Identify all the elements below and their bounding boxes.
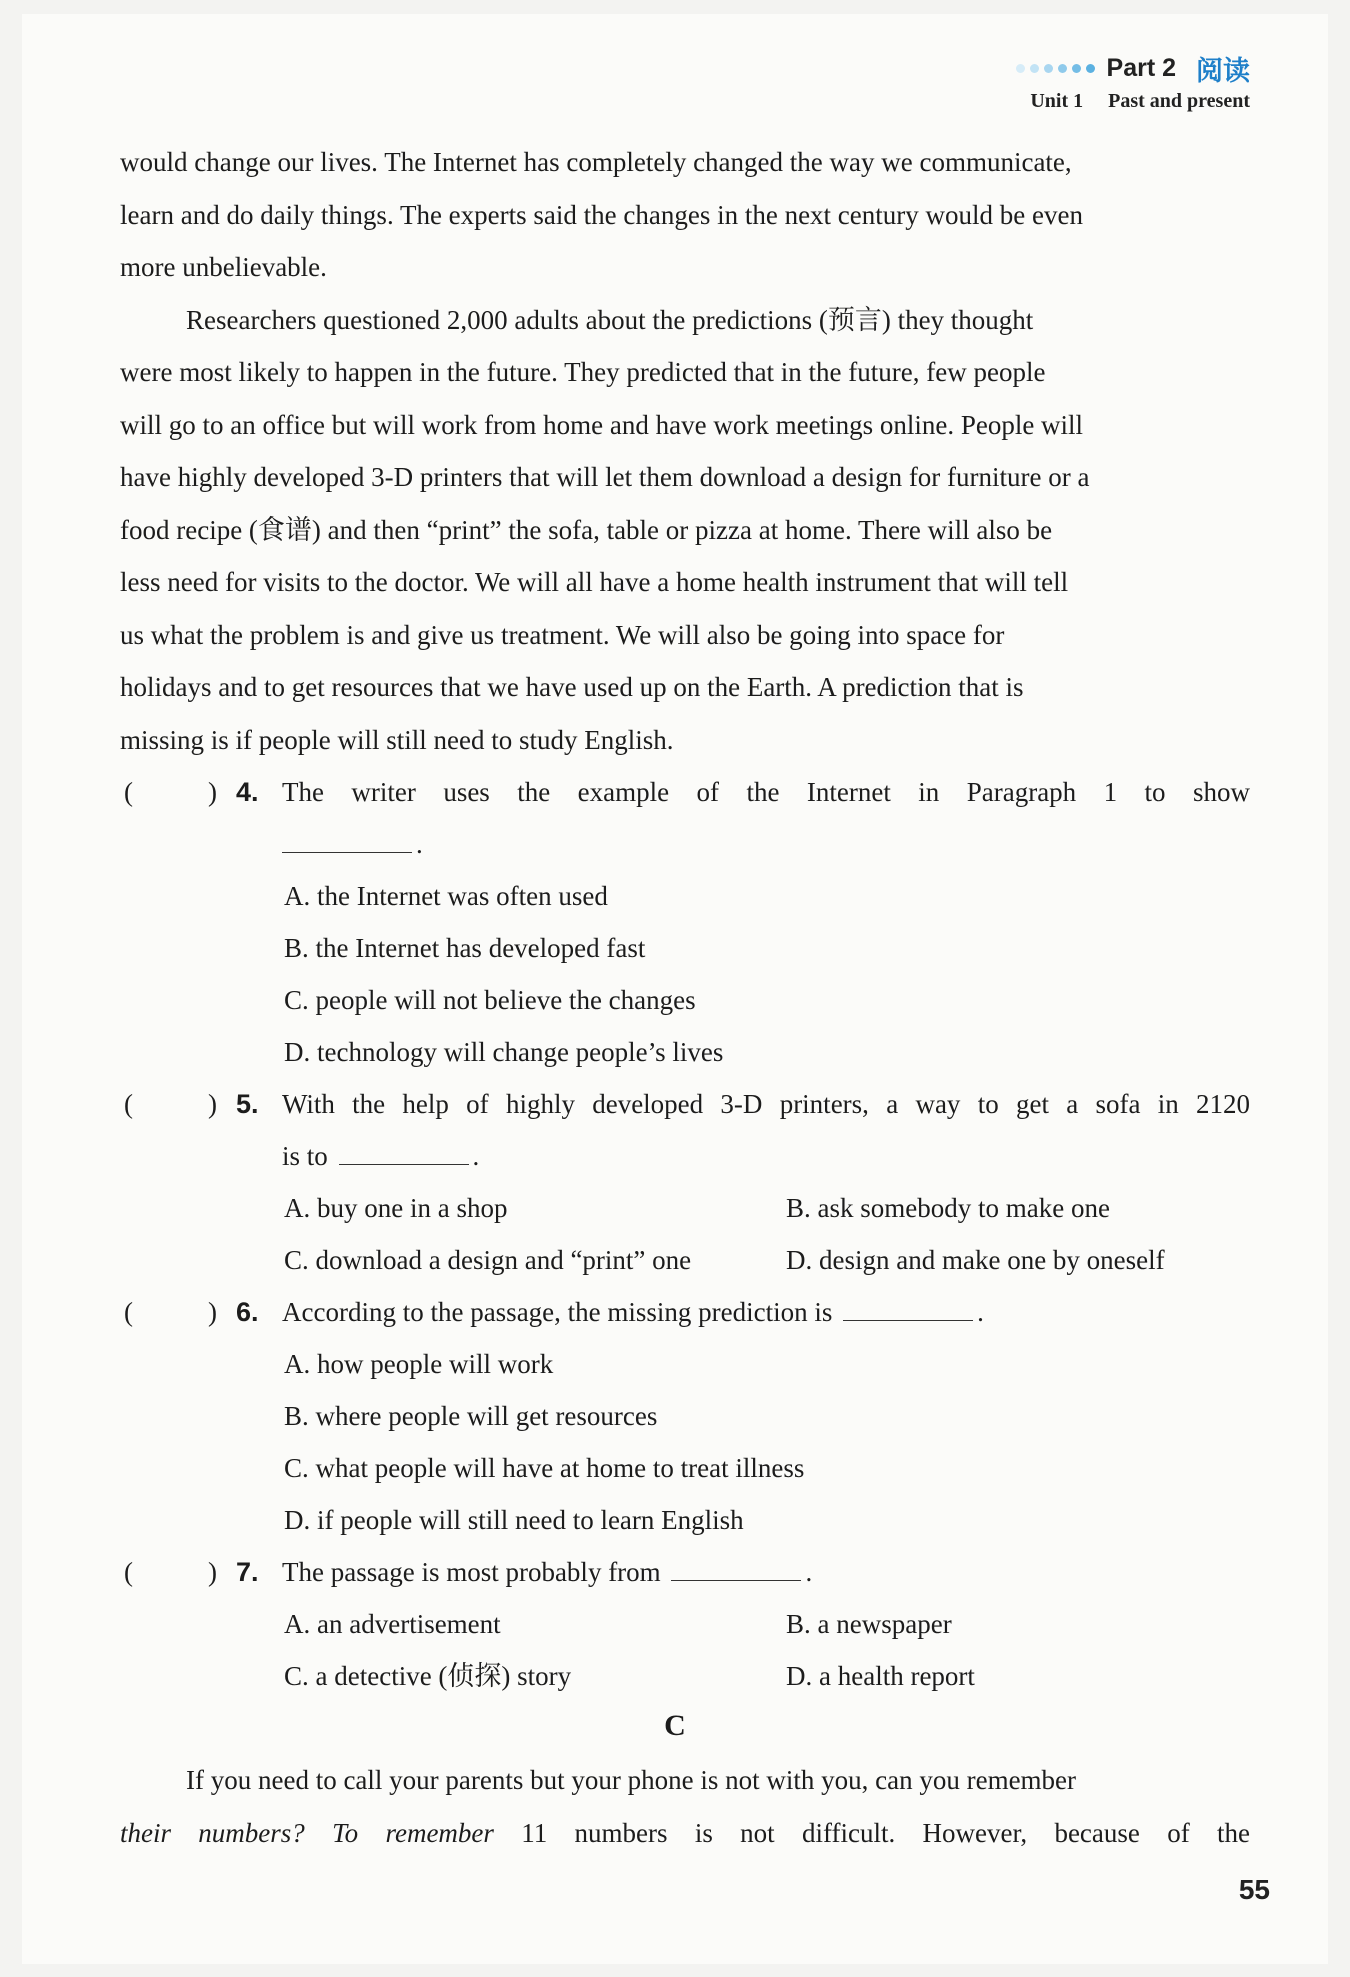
passage-line: were most likely to happen in the future. They predicted that in the future, few people bbox=[120, 357, 1046, 387]
option-d[interactable]: D. technology will change people’s lives bbox=[284, 1037, 724, 1067]
page-header bbox=[650, 52, 1250, 113]
option-a[interactable]: A. an advertisement bbox=[284, 1609, 501, 1639]
section-c-heading: C bbox=[664, 1709, 686, 1742]
passage-line: Researchers questioned 2,000 adults about the predictions (预言) they thought bbox=[186, 304, 1034, 335]
part-label: Part 2 bbox=[1106, 53, 1176, 82]
passage-line: learn and do daily things. The experts said the changes in the next century would be even bbox=[120, 199, 1083, 230]
question-number: 6. bbox=[236, 1297, 259, 1327]
answer-paren-right[interactable]: ) bbox=[208, 1557, 217, 1587]
option-b[interactable]: B. where people will get resources bbox=[284, 1401, 658, 1431]
answer-paren-left[interactable]: ( bbox=[124, 1089, 133, 1119]
answer-blank[interactable] bbox=[339, 1134, 469, 1165]
option-a[interactable]: A. buy one in a shop bbox=[284, 1193, 508, 1223]
question-stem: The writer uses the example of the Internet in Paragraph 1 to show bbox=[282, 777, 1250, 807]
passage-b bbox=[120, 136, 1250, 766]
passage-c bbox=[120, 1754, 1250, 1859]
passage-line: have highly developed 3-D printers that will let them download a design for furniture or a bbox=[120, 462, 1090, 492]
question-stem-cont: is to . bbox=[120, 1130, 1250, 1182]
question-6 bbox=[120, 1286, 1250, 1546]
question-4 bbox=[120, 766, 1250, 1078]
part-cn-label: 阅读 bbox=[1196, 55, 1250, 86]
question-number: 7. bbox=[236, 1557, 259, 1587]
option-d[interactable]: D. if people will still need to learn English bbox=[284, 1505, 744, 1535]
question-stem: With the help of highly developed 3-D printers, a way to get a sofa in 2120 bbox=[282, 1089, 1250, 1119]
unit-label: Unit 1 bbox=[1030, 90, 1084, 112]
passage-line: will go to an office but will work from home and have work meetings online. People will bbox=[120, 409, 1084, 440]
question-stem: According to the passage, the missing prediction is . bbox=[282, 1286, 1250, 1338]
answer-paren-right[interactable]: ) bbox=[208, 777, 217, 807]
question-5 bbox=[120, 1078, 1250, 1286]
page-number: 55 bbox=[1238, 1874, 1270, 1905]
passage-line: their numbers? To remember 11 numbers is not difficult. However, because of the bbox=[120, 1817, 1250, 1848]
option-a[interactable]: A. the Internet was often used bbox=[284, 881, 608, 911]
unit-title: Past and present bbox=[1108, 90, 1250, 112]
answer-blank[interactable] bbox=[843, 1290, 973, 1321]
decorative-dots-icon bbox=[1016, 64, 1095, 73]
answer-paren-right[interactable]: ) bbox=[208, 1297, 217, 1327]
option-a[interactable]: A. how people will work bbox=[284, 1349, 554, 1379]
answer-paren-left[interactable]: ( bbox=[124, 1557, 133, 1587]
answer-blank[interactable] bbox=[282, 822, 412, 853]
passage-line: holidays and to get resources that we have used up on the Earth. A prediction that is bbox=[120, 672, 1024, 702]
passage-line: would change our lives. The Internet has completely changed the way we communicate, bbox=[120, 147, 1072, 177]
option-b[interactable]: B. a newspaper bbox=[786, 1609, 952, 1639]
option-c[interactable]: C. a detective (侦探) story bbox=[284, 1661, 572, 1691]
answer-paren-left[interactable]: ( bbox=[124, 777, 133, 807]
passage-line: less need for visits to the doctor. We will all have a home health instrument that will tell bbox=[120, 567, 1069, 597]
question-7 bbox=[120, 1546, 1250, 1702]
question-number: 4. bbox=[236, 777, 259, 807]
option-b[interactable]: B. the Internet has developed fast bbox=[284, 933, 646, 963]
answer-paren-right[interactable]: ) bbox=[208, 1089, 217, 1119]
option-c[interactable]: C. download a design and “print” one bbox=[284, 1245, 692, 1275]
question-stem-cont: . bbox=[120, 818, 1250, 870]
option-b[interactable]: B. ask somebody to make one bbox=[786, 1193, 1110, 1223]
option-c[interactable]: C. what people will have at home to treat illness bbox=[284, 1453, 805, 1483]
passage-line: us what the problem is and give us treatment. We will also be going into space for bbox=[120, 619, 1005, 650]
option-d[interactable]: D. a health report bbox=[786, 1661, 975, 1691]
header-unit bbox=[650, 90, 1250, 113]
option-c[interactable]: C. people will not believe the changes bbox=[284, 985, 696, 1015]
option-d[interactable]: D. design and make one by oneself bbox=[786, 1245, 1165, 1275]
passage-line: more unbelievable. bbox=[120, 252, 327, 282]
answer-paren-left[interactable]: ( bbox=[124, 1297, 133, 1327]
passage-line: If you need to call your parents but your phone is not with you, can you remember bbox=[186, 1765, 1077, 1795]
header-part bbox=[650, 52, 1250, 84]
question-stem: The passage is most probably from . bbox=[282, 1546, 1250, 1598]
passage-line: food recipe (食谱) and then “print” the sofa, table or pizza at home. There will also be bbox=[120, 514, 1053, 545]
answer-blank[interactable] bbox=[671, 1550, 801, 1581]
question-number: 5. bbox=[236, 1089, 259, 1119]
passage-line: missing is if people will still need to study English. bbox=[120, 724, 674, 755]
